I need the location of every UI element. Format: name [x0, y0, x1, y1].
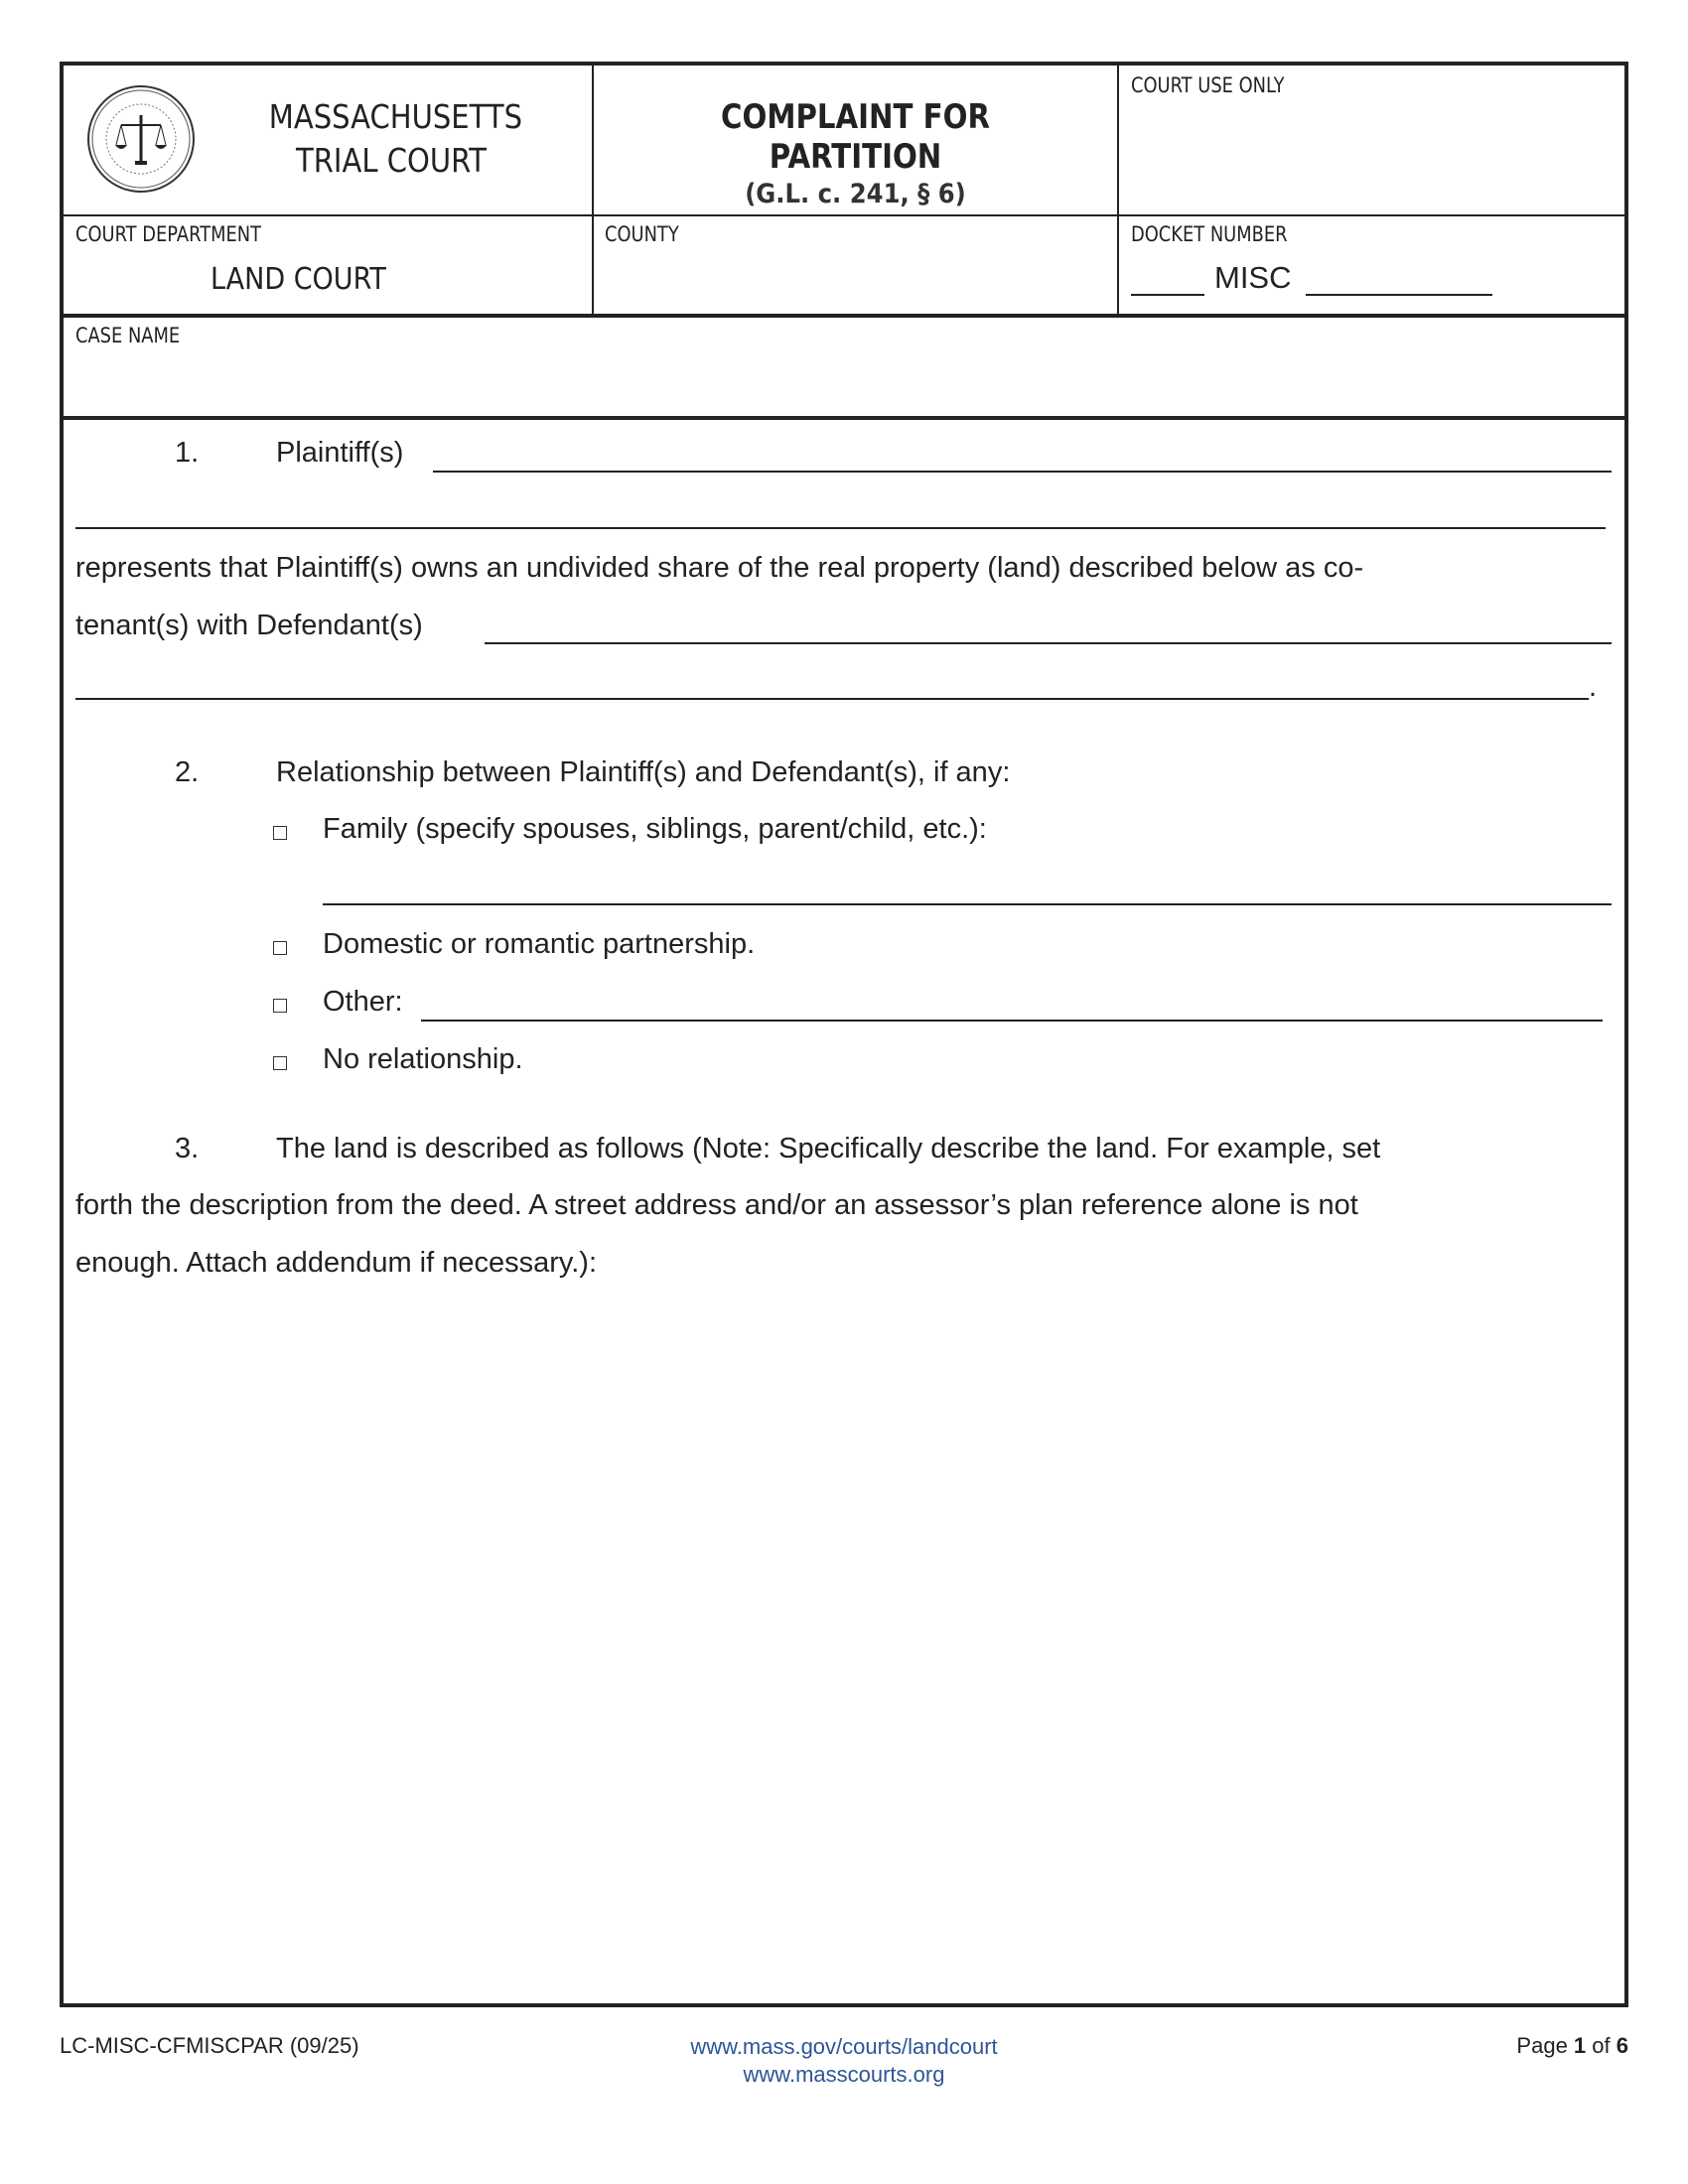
- land-description-area[interactable]: [75, 1300, 1610, 1995]
- domestic-partnership-checkbox[interactable]: [273, 941, 287, 955]
- item1-number: 1.: [175, 437, 200, 469]
- item3-number: 3.: [175, 1133, 200, 1164]
- item2-number: 2.: [175, 756, 200, 788]
- divider: [64, 214, 1624, 216]
- docket-number-label: DOCKET NUMBER: [1131, 222, 1288, 246]
- page-total: 6: [1616, 2033, 1628, 2058]
- form-id: LC-MISC-CFMISCPAR (09/25): [60, 2033, 359, 2058]
- family-checkbox[interactable]: [273, 826, 287, 840]
- court-seal-logo: [85, 83, 197, 195]
- divider: [64, 416, 1624, 420]
- page-number: [1516, 2033, 1628, 2059]
- court-department-value: LAND COURT: [211, 262, 386, 297]
- land-court-link[interactable]: www.mass.gov/courts/landcourt: [690, 2034, 998, 2059]
- item1-text-a: represents that Plaintiff(s) owns an undivided share of the real property (land) described below as co-: [75, 552, 1364, 584]
- plaintiff-input-line[interactable]: [433, 471, 1612, 473]
- item3-line3: enough. Attach addendum if necessary.):: [75, 1247, 598, 1279]
- plaintiff-input-line-2[interactable]: [75, 527, 1606, 529]
- defendant-input-line-2[interactable]: [75, 698, 1589, 700]
- org-line2: TRIAL COURT: [296, 141, 487, 180]
- divider: [64, 314, 1624, 318]
- docket-prefix-blank[interactable]: [1131, 294, 1204, 296]
- item2-label: Relationship between Plaintiff(s) and Defendant(s), if any:: [276, 756, 1011, 788]
- page-current: 1: [1573, 2033, 1587, 2058]
- docket-misc-text: MISC: [1214, 260, 1292, 295]
- docket-number-field[interactable]: [1131, 260, 1528, 300]
- case-name-label: CASE NAME: [75, 324, 181, 347]
- page-of: of: [1586, 2033, 1617, 2058]
- defendant-input-line[interactable]: [485, 642, 1612, 644]
- masscourts-link[interactable]: www.masscourts.org: [743, 2062, 945, 2087]
- page-prefix: Page: [1516, 2033, 1574, 2058]
- court-department-label: COURT DEPARTMENT: [75, 222, 262, 246]
- divider: [1117, 66, 1119, 316]
- county-field[interactable]: [600, 254, 1106, 304]
- case-name-field[interactable]: [75, 353, 1605, 408]
- item1-text-b: tenant(s) with Defendant(s): [75, 610, 423, 641]
- court-use-only-label: COURT USE ONLY: [1131, 73, 1285, 97]
- domestic-option-label: Domestic or romantic partnership.: [323, 928, 756, 960]
- family-input-line[interactable]: [323, 903, 1612, 905]
- no-relationship-option-label: No relationship.: [323, 1043, 523, 1075]
- item1-period: .: [1589, 671, 1598, 703]
- org-name: [268, 95, 523, 183]
- item3-line2: forth the description from the deed. A street address and/or an assessor’s plan reference alone is not: [75, 1189, 1358, 1221]
- plaintiff-label: Plaintiff(s): [276, 437, 404, 469]
- other-checkbox[interactable]: [273, 999, 287, 1013]
- no-relationship-checkbox[interactable]: [273, 1056, 287, 1070]
- county-label: COUNTY: [605, 222, 679, 246]
- statute-reference: (G.L. c. 241, § 6): [745, 179, 966, 209]
- other-input-line[interactable]: [421, 1020, 1603, 1022]
- form-title: COMPLAINT FOR PARTITION: [721, 97, 990, 177]
- docket-suffix-blank[interactable]: [1306, 294, 1492, 296]
- org-line1: MASSACHUSETTS: [268, 97, 523, 136]
- other-option-label: Other:: [323, 986, 403, 1018]
- family-option-label: Family (specify spouses, siblings, parent/child, etc.):: [323, 813, 987, 845]
- footer-links: [596, 2033, 1092, 2089]
- item3-line1: The land is described as follows (Note: Specifically describe the land. For example, set: [276, 1133, 1381, 1164]
